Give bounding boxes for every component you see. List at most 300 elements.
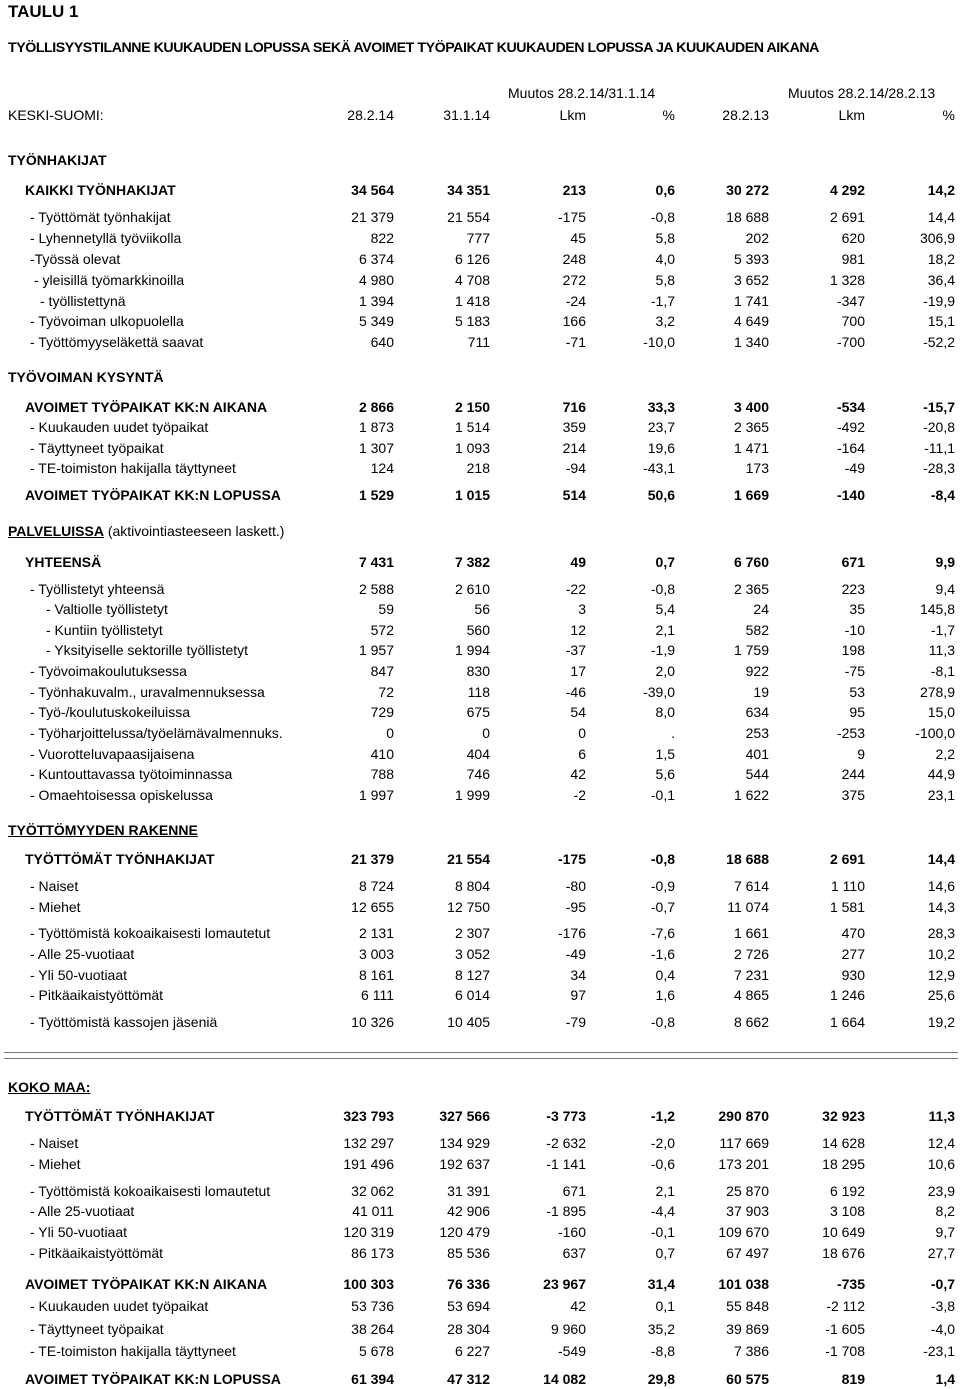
column-header: 28.2.14 <box>347 107 394 123</box>
table-cell: 134 929 <box>439 1135 490 1151</box>
table-cell: 124 <box>370 460 394 476</box>
table-cell: 28,3 <box>927 925 955 941</box>
table-cell: 2 691 <box>829 209 865 225</box>
header-group-change-year: Muutos 28.2.14/28.2.13 <box>788 85 936 101</box>
table-row <box>0 924 960 942</box>
table-cell: 277 <box>841 946 865 962</box>
table-cell: 24 <box>753 601 769 617</box>
table-cell: -49 <box>565 946 586 962</box>
table-cell: 45 <box>570 230 586 246</box>
table-row <box>0 1202 960 1220</box>
table-cell: 12,4 <box>927 1135 955 1151</box>
table-cell: 12 <box>570 622 586 638</box>
table-cell: 404 <box>466 746 490 762</box>
table-cell: 9,7 <box>935 1224 955 1240</box>
table-cell: 21 379 <box>351 851 394 867</box>
table-row <box>0 745 960 763</box>
table-cell: 4 292 <box>829 182 865 198</box>
table-cell: 38 264 <box>351 1321 394 1337</box>
table-cell: 675 <box>466 704 490 720</box>
table-cell: -43,1 <box>643 460 675 476</box>
table-cell: 53 736 <box>351 1298 394 1314</box>
table-cell: -100,0 <box>915 725 955 741</box>
table-cell: -175 <box>557 851 586 867</box>
table-cell: 21 554 <box>447 851 490 867</box>
row-label: - Yli 50-vuotiaat <box>30 1224 128 1240</box>
table-row <box>0 486 960 504</box>
table-cell: 5,8 <box>655 272 675 288</box>
table-cell: 1 759 <box>733 642 769 658</box>
column-header: Lkm <box>838 107 865 123</box>
table-cell: -3,8 <box>930 1298 955 1314</box>
table-cell: 34 <box>570 967 586 983</box>
table-cell: 2 588 <box>358 581 394 597</box>
table-cell: 1 741 <box>733 293 769 309</box>
table-cell: 11,3 <box>928 1108 955 1124</box>
table-cell: 6 111 <box>361 987 394 1003</box>
table-cell: 922 <box>745 663 769 679</box>
table-cell: 290 870 <box>718 1108 769 1124</box>
table-cell: 95 <box>849 704 865 720</box>
table-cell: 11 074 <box>727 899 769 915</box>
row-label: - Pitkäaikaistyöttömät <box>30 1245 164 1261</box>
table-cell: -52,2 <box>923 334 955 350</box>
table-cell: 3 <box>578 601 586 617</box>
table-cell: -4,4 <box>650 1203 675 1219</box>
table-cell: 10 649 <box>822 1224 865 1240</box>
table-cell: -176 <box>557 925 586 941</box>
table-cell: 192 637 <box>439 1156 490 1172</box>
table-cell: -0,6 <box>650 1156 675 1172</box>
table-cell: 1,6 <box>655 987 675 1003</box>
table-cell: 49 <box>570 554 586 570</box>
table-cell: 12 655 <box>351 899 394 915</box>
table-row <box>0 208 960 226</box>
table-cell: 5 678 <box>358 1343 394 1359</box>
table-cell: 213 <box>562 182 586 198</box>
table-cell: -28,3 <box>923 460 955 476</box>
table-cell: 253 <box>745 725 769 741</box>
table-cell: 830 <box>466 663 490 679</box>
table-row <box>0 1244 960 1262</box>
table-cell: 1 999 <box>454 787 490 803</box>
table-cell: -11,1 <box>924 440 955 456</box>
table-row <box>0 398 960 416</box>
table-cell: -46 <box>565 684 586 700</box>
row-label: - Täyttyneet työpaikat <box>30 1321 164 1337</box>
table-cell: 5,4 <box>655 601 675 617</box>
table-cell: 4 649 <box>733 313 769 329</box>
table-cell: -80 <box>565 878 586 894</box>
table-cell: 42 906 <box>447 1203 490 1219</box>
table-cell: 8 804 <box>454 878 490 894</box>
table-cell: -0,7 <box>930 1276 955 1292</box>
table-cell: 101 038 <box>718 1276 769 1292</box>
table-cell: 0 <box>578 725 586 741</box>
table-cell: 19 <box>753 684 769 700</box>
table-cell: 76 336 <box>447 1276 490 1292</box>
table-cell: 5 183 <box>454 313 490 329</box>
table-cell: -1 708 <box>825 1343 865 1359</box>
table-cell: 8,0 <box>655 704 675 720</box>
table-cell: 375 <box>841 787 865 803</box>
table-cell: 1 418 <box>454 293 490 309</box>
table-cell: 410 <box>370 746 394 762</box>
row-label: - Työttömistä kokoaikaisesti lomautetut <box>30 925 271 941</box>
table-cell: -2 632 <box>546 1135 586 1151</box>
table-row <box>0 250 960 268</box>
table-cell: 6 126 <box>454 251 490 267</box>
table-cell: 11,3 <box>928 642 955 658</box>
table-cell: 5,6 <box>655 766 675 782</box>
table-cell: 620 <box>841 230 865 246</box>
table-row <box>0 1370 960 1388</box>
table-cell: 145,8 <box>919 601 955 617</box>
row-label: AVOIMET TYÖPAIKAT KK:N LOPUSSA <box>25 487 281 503</box>
table-row <box>0 703 960 721</box>
section-heading-koko-maa: KOKO MAA: <box>8 1079 91 1095</box>
table-cell: 359 <box>562 419 586 435</box>
header-group-change-month: Muutos 28.2.14/31.1.14 <box>508 85 656 101</box>
table-cell: -0,7 <box>650 899 675 915</box>
table-cell: 56 <box>474 601 490 617</box>
row-label: - Työharjoittelussa/työelämävalmennuks. <box>30 725 283 741</box>
table-row <box>0 459 960 477</box>
row-label: - Työttömistä kokoaikaisesti lomautetut <box>30 1183 271 1199</box>
row-label: - Omaehtoisessa opiskelussa <box>30 787 213 803</box>
table-row <box>0 312 960 330</box>
table-cell: 12,9 <box>927 967 955 983</box>
table-cell: 3 108 <box>829 1203 865 1219</box>
table-row <box>0 333 960 351</box>
table-cell: 0,1 <box>655 1298 675 1314</box>
table-row <box>0 724 960 742</box>
table-cell: 560 <box>466 622 490 638</box>
table-cell: -164 <box>836 440 865 456</box>
table-cell: 637 <box>562 1245 586 1261</box>
table-cell: 8 724 <box>358 878 394 894</box>
table-cell: -0,1 <box>650 1224 675 1240</box>
table-cell: 4 865 <box>733 987 769 1003</box>
table-cell: -15,7 <box>923 399 955 415</box>
table-cell: 2 866 <box>358 399 394 415</box>
table-cell: 7 231 <box>733 967 769 983</box>
row-label: TYÖTTÖMÄT TYÖNHAKIJAT <box>25 1108 215 1124</box>
table-cell: 2 691 <box>829 851 865 867</box>
table-cell: 1,4 <box>935 1371 955 1387</box>
table-cell: 14,6 <box>927 878 955 894</box>
table-cell: 8 127 <box>454 967 490 983</box>
section-heading-palveluissa-note: (aktivointiasteeseen laskett.) <box>103 523 285 539</box>
table-cell: 5 349 <box>358 313 394 329</box>
table-cell: -160 <box>557 1224 586 1240</box>
table-cell: 0,7 <box>655 1245 675 1261</box>
table-cell: 1 110 <box>831 878 865 894</box>
table-cell: 18 295 <box>822 1156 865 1172</box>
table-cell: 1 328 <box>829 272 865 288</box>
table-cell: -1,9 <box>650 642 675 658</box>
table-cell: 21 379 <box>351 209 394 225</box>
table-cell: 42 <box>570 766 586 782</box>
table-cell: 109 670 <box>718 1224 769 1240</box>
table-cell: -1,7 <box>930 622 955 638</box>
table-cell: 981 <box>841 251 865 267</box>
document-title: TAULU 1 <box>8 2 79 21</box>
table-cell: 31,4 <box>647 1276 675 1292</box>
table-cell: 278,9 <box>919 684 955 700</box>
table-cell: -1,6 <box>650 946 675 962</box>
table-cell: 847 <box>370 663 394 679</box>
table-cell: -534 <box>836 399 865 415</box>
table-cell: 18 676 <box>822 1245 865 1261</box>
row-label: - Naiset <box>30 1135 79 1151</box>
table-cell: 14,3 <box>927 899 955 915</box>
table-cell: 14,4 <box>927 851 955 867</box>
column-header: 31.1.14 <box>443 107 490 123</box>
table-cell: 1 873 <box>358 419 394 435</box>
table-row <box>0 662 960 680</box>
row-label: - Työttömät työnhakijat <box>30 209 171 225</box>
table-cell: -24 <box>565 293 586 309</box>
row-label: - Työvoimakoulutuksessa <box>30 663 187 679</box>
table-cell: 59 <box>378 601 394 617</box>
table-cell: 0,4 <box>655 967 675 983</box>
table-cell: 0,6 <box>655 182 675 198</box>
row-label: - Alle 25-vuotiaat <box>30 946 135 962</box>
table-cell: -7,6 <box>650 925 675 941</box>
table-cell: 729 <box>370 704 394 720</box>
document-subtitle: TYÖLLISYYSTILANNE KUUKAUDEN LOPUSSA SEKÄ AVOIMET TYÖPAIKAT KUUKAUDEN LOPUSSA JA KUUKAUDEN AIKANA <box>8 40 819 56</box>
table-cell: 214 <box>562 440 586 456</box>
table-row <box>0 1155 960 1173</box>
table-cell: -8,4 <box>930 487 955 503</box>
table-row <box>0 1297 960 1315</box>
table-cell: 3,2 <box>655 313 675 329</box>
table-cell: 17 <box>570 663 586 679</box>
table-cell: -0,8 <box>650 581 675 597</box>
table-cell: 25 870 <box>726 1183 769 1199</box>
table-cell: 1 669 <box>733 487 769 503</box>
table-cell: 7 614 <box>733 878 769 894</box>
table-row <box>0 966 960 984</box>
table-cell: 1 581 <box>829 899 865 915</box>
table-cell: -8,1 <box>930 663 955 679</box>
table-cell: 8,2 <box>935 1203 955 1219</box>
table-cell: 6 760 <box>733 554 769 570</box>
table-cell: 9 <box>857 746 865 762</box>
table-row <box>0 765 960 783</box>
table-cell: 8 662 <box>733 1014 769 1030</box>
table-cell: 0,7 <box>655 554 675 570</box>
table-cell: 54 <box>570 704 586 720</box>
table-row <box>0 1320 960 1338</box>
table-cell: 671 <box>562 1183 586 1199</box>
table-cell: -20,8 <box>923 419 955 435</box>
table-cell: -0,1 <box>650 787 675 803</box>
row-label: KAIKKI TYÖNHAKIJAT <box>25 182 176 198</box>
table-cell: 30 272 <box>726 182 769 198</box>
table-row <box>0 1182 960 1200</box>
row-label: - Lyhennetyllä työviikolla <box>30 230 182 246</box>
table-row <box>0 181 960 199</box>
table-cell: 19,2 <box>927 1014 955 1030</box>
table-cell: 634 <box>745 704 769 720</box>
table-cell: 198 <box>841 642 865 658</box>
table-cell: 32 923 <box>822 1108 865 1124</box>
table-cell: -23,1 <box>923 1343 955 1359</box>
table-cell: -253 <box>836 725 865 741</box>
column-header: % <box>942 107 955 123</box>
table-cell: -492 <box>836 419 865 435</box>
table-cell: 27,7 <box>927 1245 955 1261</box>
table-cell: 202 <box>745 230 769 246</box>
table-cell: -1 141 <box>546 1156 586 1172</box>
row-label: - TE-toimiston hakijalla täyttyneet <box>30 1343 236 1359</box>
table-cell: 711 <box>467 334 490 350</box>
table-cell: 23 967 <box>543 1276 586 1292</box>
table-cell: 0 <box>482 725 490 741</box>
table-cell: 10,2 <box>927 946 955 962</box>
row-label: - Täyttyneet työpaikat <box>30 440 164 456</box>
table-cell: 5 393 <box>733 251 769 267</box>
row-label: - Yksityiselle sektorille työllistetyt <box>46 642 249 658</box>
table-cell: 2 610 <box>454 581 490 597</box>
table-cell: -2,0 <box>650 1135 675 1151</box>
table-cell: -1 605 <box>825 1321 865 1337</box>
row-label: AVOIMET TYÖPAIKAT KK:N AIKANA <box>25 399 268 415</box>
table-cell: 6 <box>578 746 586 762</box>
table-cell: 2 307 <box>454 925 490 941</box>
table-cell: 36,4 <box>927 272 955 288</box>
table-cell: -735 <box>836 1276 865 1292</box>
table-cell: -79 <box>565 1014 586 1030</box>
section-heading-tyottomyyden-rakenne: TYÖTTÖMYYDEN RAKENNE <box>8 822 198 838</box>
table-cell: 50,6 <box>647 487 675 503</box>
table-cell: -140 <box>836 487 865 503</box>
table-cell: 166 <box>562 313 586 329</box>
table-cell: 14,2 <box>927 182 955 198</box>
table-cell: 97 <box>570 987 586 1003</box>
table-cell: 1 622 <box>733 787 769 803</box>
table-cell: -94 <box>565 460 586 476</box>
table-cell: 14 628 <box>822 1135 865 1151</box>
table-cell: 2 365 <box>733 419 769 435</box>
table-row <box>0 850 960 868</box>
row-label: AVOIMET TYÖPAIKAT KK:N AIKANA <box>25 1276 268 1292</box>
table-cell: 21 554 <box>447 209 490 225</box>
table-row <box>0 1013 960 1031</box>
table-cell: 819 <box>841 1371 865 1387</box>
table-cell: 32 062 <box>351 1183 394 1199</box>
table-cell: 2 726 <box>733 946 769 962</box>
table-cell: 6 374 <box>358 251 394 267</box>
table-cell: 42 <box>570 1298 586 1314</box>
table-cell: 272 <box>562 272 586 288</box>
table-cell: 3 400 <box>733 399 769 415</box>
table-cell: . <box>671 725 675 741</box>
table-row <box>0 877 960 895</box>
table-cell: 4 980 <box>358 272 394 288</box>
table-cell: 18 688 <box>726 209 769 225</box>
row-label: - Pitkäaikaistyöttömät <box>30 987 164 1003</box>
region-label: KESKI-SUOMI: <box>8 107 104 123</box>
table-row <box>0 1275 960 1293</box>
table-cell: 572 <box>370 622 394 638</box>
table-cell: 1 994 <box>454 642 490 658</box>
table-cell: 31 391 <box>447 1183 490 1199</box>
row-label: - Työttömistä kassojen jäseniä <box>30 1014 218 1030</box>
table-cell: 544 <box>745 766 769 782</box>
table-cell: -39,0 <box>643 684 675 700</box>
table-cell: 716 <box>562 399 586 415</box>
table-cell: 1 957 <box>358 642 394 658</box>
row-label: YHTEENSÄ <box>25 554 102 570</box>
table-cell: 2 365 <box>733 581 769 597</box>
table-cell: 53 694 <box>447 1298 490 1314</box>
table-cell: 18,2 <box>927 251 955 267</box>
table-cell: 44,9 <box>927 766 955 782</box>
table-row <box>0 439 960 457</box>
table-cell: 25,6 <box>927 987 955 1003</box>
table-row <box>0 641 960 659</box>
table-cell: 47 312 <box>447 1371 490 1387</box>
row-label: TYÖTTÖMÄT TYÖNHAKIJAT <box>25 851 215 867</box>
table-cell: 6 227 <box>454 1343 490 1359</box>
table-cell: 1 246 <box>829 987 865 1003</box>
table-cell: 72 <box>378 684 394 700</box>
table-cell: 67 497 <box>726 1245 769 1261</box>
table-cell: 10 326 <box>351 1014 394 1030</box>
table-cell: 53 <box>849 684 865 700</box>
table-cell: 1 664 <box>829 1014 865 1030</box>
table-cell: -0,9 <box>650 878 675 894</box>
table-cell: -71 <box>565 334 586 350</box>
table-cell: 173 <box>745 460 769 476</box>
table-cell: -549 <box>557 1343 586 1359</box>
table-cell: 35 <box>849 601 865 617</box>
table-cell: 15,1 <box>927 313 955 329</box>
row-label: - TE-toimiston hakijalla täyttyneet <box>30 460 236 476</box>
row-label: AVOIMET TYÖPAIKAT KK:N LOPUSSA <box>25 1371 281 1387</box>
table-cell: 323 793 <box>343 1108 394 1124</box>
table-row <box>0 553 960 571</box>
row-label: - Kuntiin työllistetyt <box>46 622 163 638</box>
row-label: - Työttömyyseläkettä saavat <box>30 334 204 350</box>
table-cell: -0,8 <box>650 209 675 225</box>
table-cell: 244 <box>841 766 865 782</box>
table-cell: 19,6 <box>647 440 675 456</box>
table-cell: 23,7 <box>647 419 675 435</box>
table-cell: -37 <box>565 642 586 658</box>
row-label: - Yli 50-vuotiaat <box>30 967 128 983</box>
table-cell: 788 <box>370 766 394 782</box>
table-row <box>0 229 960 247</box>
section-divider <box>4 1052 958 1059</box>
table-cell: -4,0 <box>930 1321 955 1337</box>
table-cell: -3 773 <box>546 1108 586 1124</box>
row-label: - Vuorotteluvapaasijaisena <box>30 746 195 762</box>
table-cell: 248 <box>562 251 586 267</box>
column-header-row <box>0 106 960 124</box>
table-cell: 746 <box>466 766 490 782</box>
table-cell: 14,4 <box>927 209 955 225</box>
table-cell: 23,9 <box>927 1183 955 1199</box>
table-row <box>0 945 960 963</box>
table-cell: 2,0 <box>655 663 675 679</box>
row-label: - Kuukauden uudet työpaikat <box>30 1298 209 1314</box>
table-cell: 15,0 <box>927 704 955 720</box>
table-cell: 9 960 <box>550 1321 586 1337</box>
